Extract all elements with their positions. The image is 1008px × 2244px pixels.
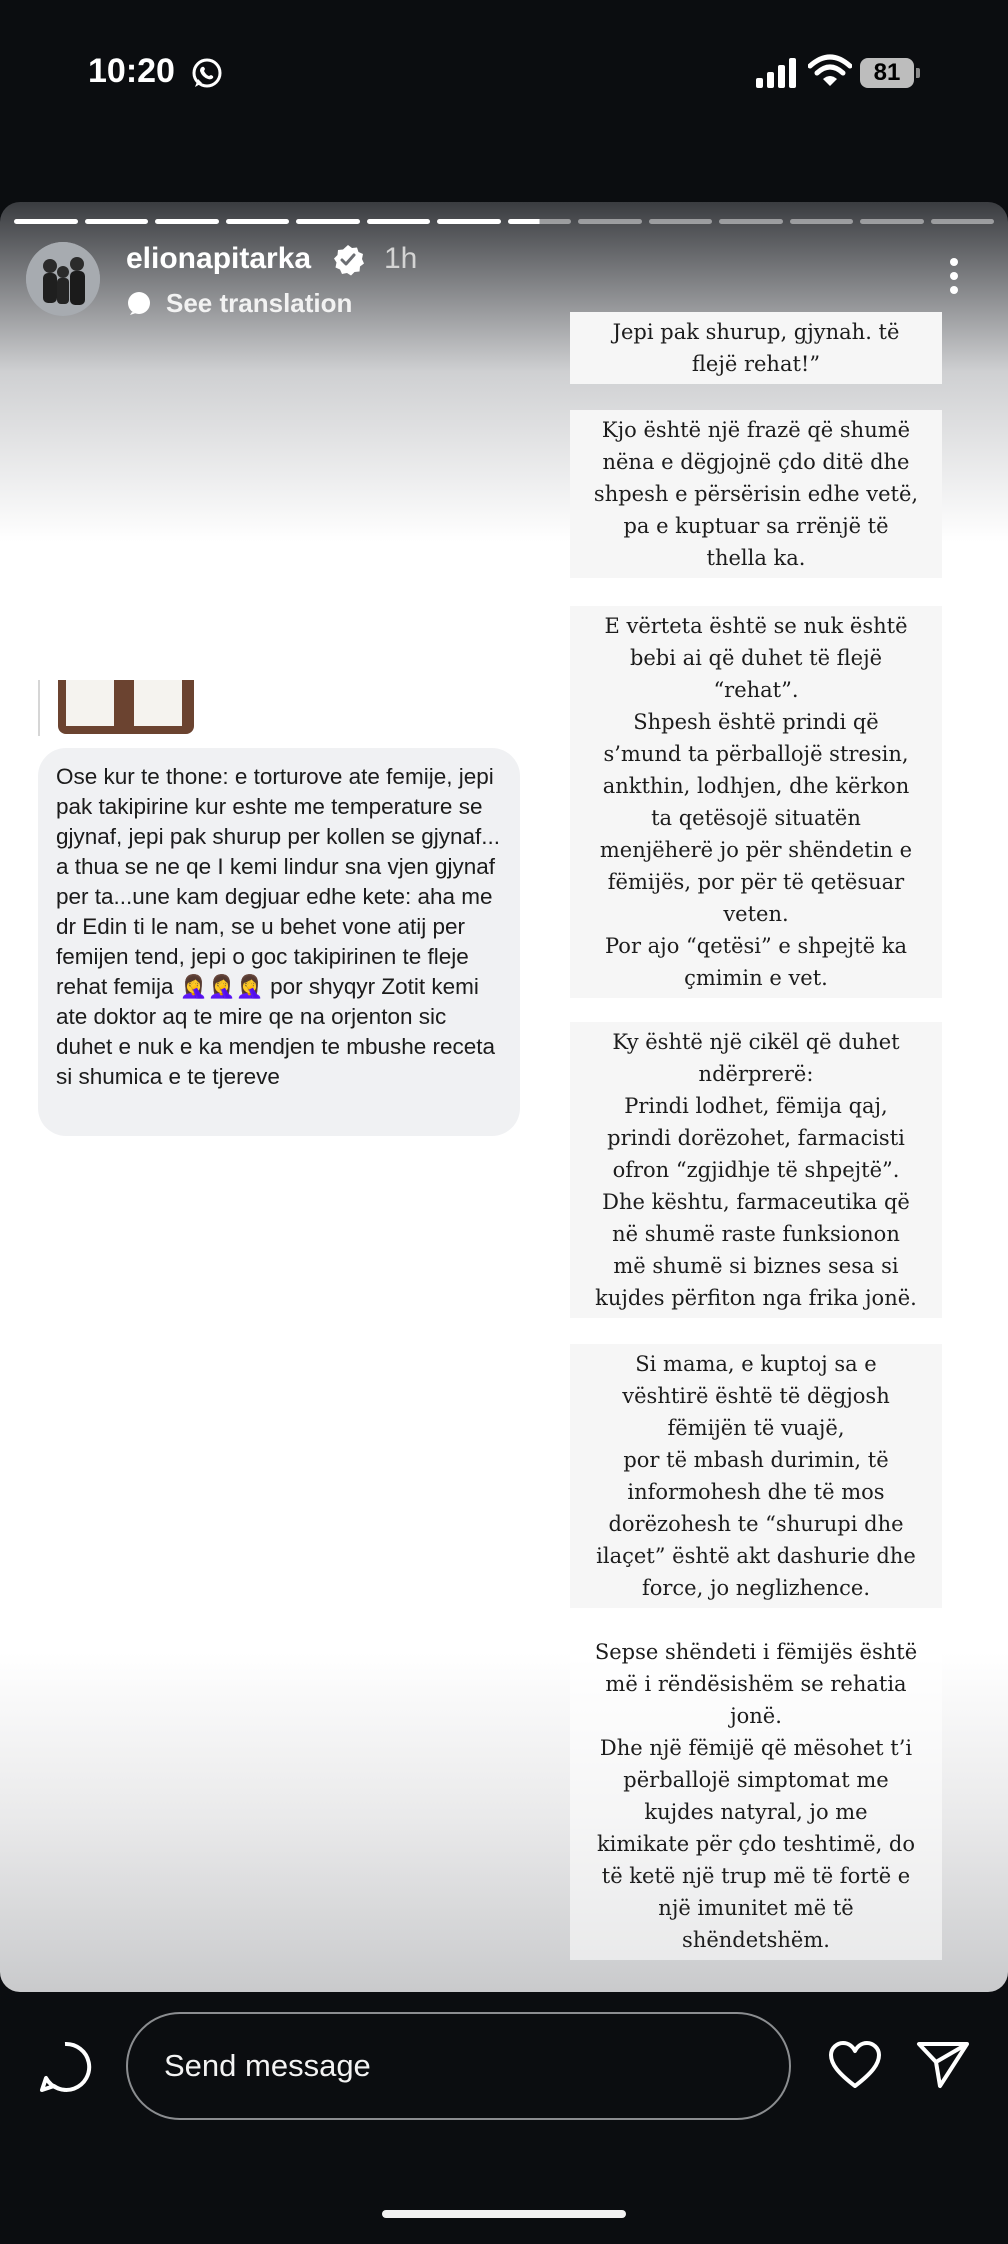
story-progress-segment <box>226 219 290 224</box>
avatar-image <box>26 242 100 316</box>
attached-photo-thumbnail <box>58 680 194 734</box>
story-progress-segment <box>296 219 360 224</box>
story-text-column <box>570 202 942 1992</box>
story-progress-segment <box>367 219 431 224</box>
paragraph-6: Sepse shëndeti i fëmijës është më i rëndësishëm se rehatia jonë. Dhe një fëmijë që mësohet t’i përballojë simptomat me kujdes natyral, jo me kimikate për çdo teshtimë, do të ketë një trup më të fortë e një imunitet më të shëndetshëm. <box>570 1632 942 1960</box>
like-heart-icon[interactable] <box>828 2040 882 2090</box>
paragraph-5: Si mama, e kuptoj sa e vështirë është të dëgjosh fëmijën të vuajë, por të mbash durimin, të informohesh dhe të mos dorëzohesh te “shurupi dhe ilaçet” është akt dashurie dhe force, jo neglizhence. <box>570 1344 942 1608</box>
status-bar <box>0 0 1008 150</box>
paragraph-4: Ky është një cikël që duhet ndërprerë: Prindi lodhet, fëmija qaj, prindi dorëzohet, farmacisti ofron “zgjidhje të shpejtë”. Dhe kështu, farmaceutika që në shumë raste funksionon më shumë si biznes sesa si kujdes përfiton nga frika jonë. <box>570 1022 942 1318</box>
more-options-icon[interactable] <box>946 256 962 296</box>
battery-level: 81 <box>873 59 901 86</box>
story-username[interactable]: elionapitarka <box>126 242 312 275</box>
signal-icon <box>756 58 798 88</box>
story-viewer[interactable] <box>0 202 1008 1992</box>
story-progress-segment <box>437 219 501 224</box>
home-indicator[interactable] <box>382 2210 626 2218</box>
whatsapp-icon <box>190 56 224 90</box>
wifi-icon <box>808 54 852 88</box>
story-progress-segment <box>14 219 78 224</box>
story-progress-segment <box>508 219 572 224</box>
story-timestamp: 1h <box>384 242 418 275</box>
story-progress-segment <box>85 219 149 224</box>
send-message-input[interactable] <box>126 2012 791 2120</box>
story-progress-segment <box>155 219 219 224</box>
thread-line <box>38 680 40 736</box>
paragraph-3: E vërteta është se nuk është bebi ai që duhet të flejë “rehat”. Shpesh është prindi që s’mund ta përballojë stresin, ankthin, lodhjen, dhe kërkon ta qetësojë situatën menjëherë jo për shëndetin e fëmijës, por për të qetësuar veten. Por ajo “qetësi” e shpejtë ka çmimin e vet. <box>570 606 942 998</box>
verified-badge-icon <box>332 244 364 276</box>
battery-cap <box>916 68 920 78</box>
status-time: 10:20 <box>88 52 175 90</box>
battery-indicator <box>860 58 920 88</box>
comment-bubble: Ose kur te thone: e torturove ate femije, jepi pak takipirine kur eshte me temperature se gjynaf, jepi pak shurup per kollen se gjynaf... a thua se ne qe I kemi lindur sna vjen gjynaf per ta...une kam degjuar edhe kete: aha me dr Edin ti le nam, se u behet vone atij per femijen tend, jepi o goc takipirinen te fleje rehat femija 🤦‍♀️🤦‍♀️🤦‍♀️ por shyqyr Zotit kemi ate doktor aq te mire qe na orjenton sic duhet e nuk e ka mendjen te mbushe receta si shumica e te tjereve <box>38 748 520 1136</box>
send-share-icon[interactable] <box>916 2040 970 2090</box>
avatar[interactable] <box>26 242 100 316</box>
see-translation-link[interactable]: See translation <box>166 288 353 318</box>
translate-icon <box>126 290 152 316</box>
paragraph-1: Jepi pak shurup, gjynah. të flejë rehat!” <box>570 312 942 384</box>
paragraph-2: Kjo është një frazë që shumë nëna e dëgjojnë çdo ditë dhe shpesh e përsërisin edhe vetë, pa e kuptuar sa rrënjë të thella ka. <box>570 410 942 578</box>
comment-bubble-icon[interactable] <box>38 2040 92 2094</box>
